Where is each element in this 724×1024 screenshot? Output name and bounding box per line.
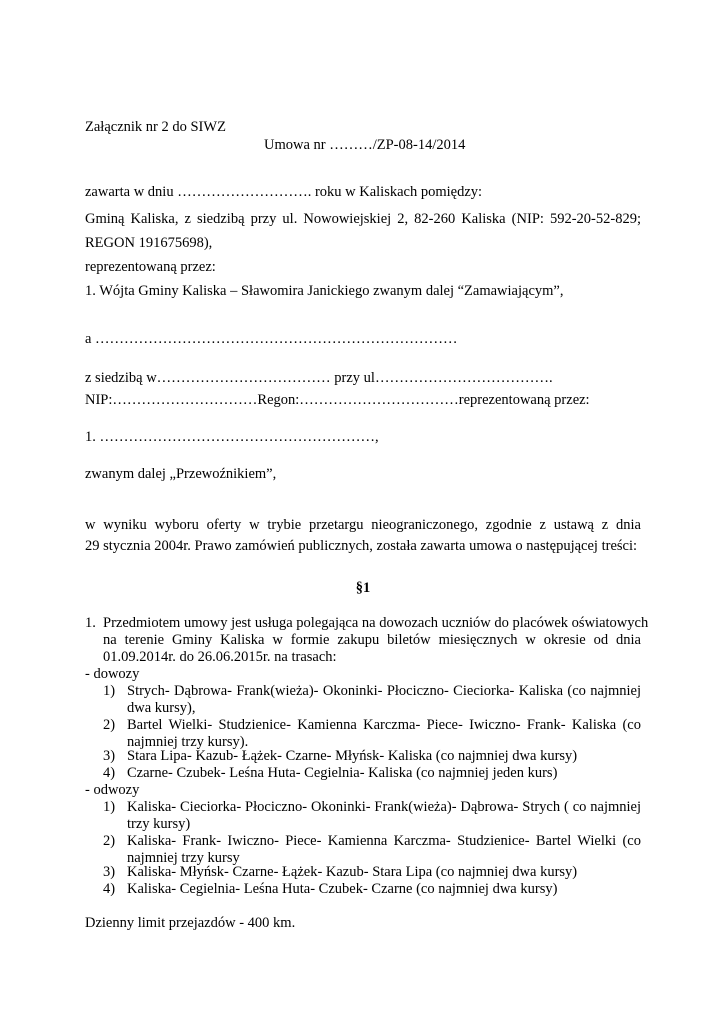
tender-line-2: 29 stycznia 2004r. Prawo zamówień publicznych, została zawarta umowa o następującej treści: <box>85 538 638 554</box>
representative-line: 1. Wójta Gminy Kaliska – Sławomira Janickiego zwanym dalej “Zamawiającym”, <box>85 283 564 299</box>
daily-limit: Dzienny limit przejazdów - 400 km. <box>85 915 296 931</box>
odwozy-label: - odwozy <box>85 782 140 798</box>
contractor-address-line: z siedzibą w……………………………… przy ul………………………………. <box>85 370 553 386</box>
item-text-line-3: 01.09.2014r. do 26.06.2015r. na trasach: <box>103 649 337 665</box>
route-number: 2) <box>103 717 116 733</box>
contractor-nip-line: NIP:…………………………Regon:……………………………reprezentowaną przez: <box>85 392 590 408</box>
route-line-1: Kaliska- Młyńsk- Czarne- Łążek- Kazub- Stara Lipa (co najmniej dwa kursy) <box>127 864 578 880</box>
route-line-1: Bartel Wielki- Studzienice- Kamienna Karczma- Piece- Iwiczno- Frank- Kaliska (co <box>127 717 641 733</box>
route-line-1: Stara Lipa- Kazub- Łążek- Czarne- Młyńsk- Kaliska (co najmniej dwa kursy) <box>127 748 578 764</box>
tender-line-1: w wyniku wyboru oferty w trybie przetargu nieograniczonego, zgodnie z ustawą z dnia <box>85 517 641 533</box>
contract-number: Umowa nr ………/ZP-08-14/2014 <box>264 137 466 153</box>
item-number: 1. <box>85 615 96 631</box>
route-line-1: Strych- Dąbrowa- Frank(wieża)- Okoninki- Płociczno- Cieciorka- Kaliska (co najmniej <box>127 683 641 699</box>
route-line-2: najmniej trzy kursy). <box>127 734 249 750</box>
route-line-1: Kaliska- Cieciorka- Płociczno- Okoninki- Frank(wieża)- Dąbrowa- Strych ( co najmniej <box>127 799 641 815</box>
item-text-line-2: na terenie Gminy Kaliska w formie zakupu biletów miesięcznych w okresie od dnia <box>103 632 641 648</box>
route-number: 1) <box>103 683 116 699</box>
route-number: 3) <box>103 864 116 880</box>
route-line-1: Kaliska- Cegielnia- Leśna Huta- Czubek- Czarne (co najmniej dwa kursy) <box>127 881 558 897</box>
contractor-name-line: a ………………………………………………………………… <box>85 331 458 347</box>
signed-on-line: zawarta w dniu ………………………. roku w Kaliskach pomiędzy: <box>85 184 483 200</box>
item-text-line-1: Przedmiotem umowy jest usługa polegająca na dowozach uczniów do placówek oświatowych <box>103 615 649 631</box>
section-heading: §1 <box>355 580 371 596</box>
contractor-called-line: zwanym dalej „Przewoźnikiem”, <box>85 466 277 482</box>
party-line-1: Gminą Kaliska, z siedzibą przy ul. Nowowiejskiej 2, 82-260 Kaliska (NIP: 592-20-52-829; <box>85 211 641 227</box>
route-number: 3) <box>103 748 116 764</box>
route-number: 4) <box>103 881 116 897</box>
route-line-2: trzy kursy) <box>127 816 191 832</box>
party-line-2: REGON 191675698), <box>85 235 213 251</box>
route-number: 2) <box>103 833 116 849</box>
route-number: 1) <box>103 799 116 815</box>
route-line-2: najmniej trzy kursy <box>127 850 240 866</box>
route-line-1: Kaliska- Frank- Iwiczno- Piece- Kamienna Karczma- Studzienice- Bartel Wielki (co <box>127 833 641 849</box>
route-line-1: Czarne- Czubek- Leśna Huta- Cegielnia- Kaliska (co najmniej jeden kurs) <box>127 765 558 781</box>
contractor-rep-line: 1. …………………………………………………, <box>85 429 379 445</box>
represented-by: reprezentowaną przez: <box>85 259 216 275</box>
route-number: 4) <box>103 765 116 781</box>
attachment-label: Załącznik nr 2 do SIWZ <box>85 119 226 135</box>
route-line-2: dwa kursy), <box>127 700 196 716</box>
dowozy-label: - dowozy <box>85 666 140 682</box>
